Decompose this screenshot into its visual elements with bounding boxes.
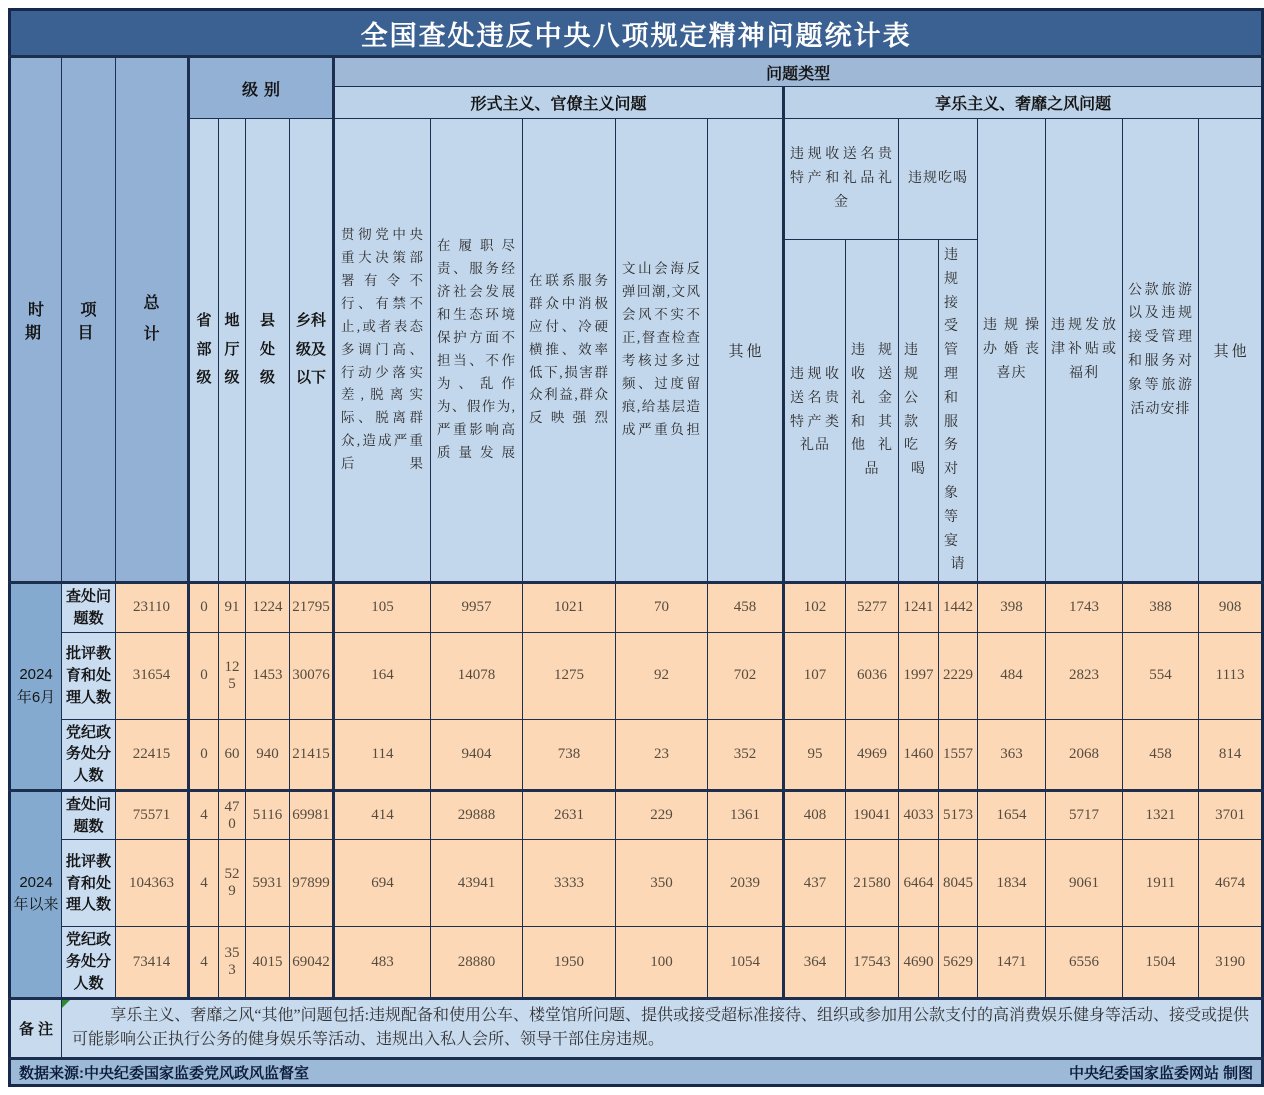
item-label: 查处问题数 — [62, 790, 116, 840]
data-cell: 3701 — [1199, 790, 1263, 840]
data-source: 数据来源:中央纪委国家监委党风政风监督室 — [10, 1059, 431, 1086]
data-cell: 100 — [616, 927, 708, 998]
data-cell: 694 — [334, 840, 431, 927]
header-problem-type: 问题类型 — [334, 57, 1263, 87]
header-formalism-col-1: 贯彻党中央重大决策部署有令不行、有禁不止,或者表态多调门高、行动少落实差,脱离实际、脱离群众,造成严重后果 — [334, 119, 431, 583]
data-cell: 69981 — [290, 790, 334, 840]
data-cell: 364 — [784, 927, 846, 998]
data-cell: 2039 — [708, 840, 784, 927]
data-cell: 0 — [189, 719, 219, 790]
table-row — [10, 719, 1263, 790]
chart-credit: 中央纪委国家监委网站 制图 — [431, 1059, 1263, 1086]
item-label: 批评教育和处理人数 — [62, 632, 116, 719]
data-cell: 353 — [219, 927, 246, 998]
data-cell: 4033 — [899, 790, 939, 840]
data-cell: 4015 — [246, 927, 290, 998]
header-level-province: 省部级 — [189, 119, 219, 583]
item-label: 党纪政务处分人数 — [62, 719, 116, 790]
data-cell: 458 — [1123, 719, 1199, 790]
data-cell: 97899 — [290, 840, 334, 927]
header-gifts-group: 违规收送名贵特产和礼品礼金 — [784, 119, 899, 240]
data-cell: 6464 — [899, 840, 939, 927]
data-cell: 1442 — [939, 583, 978, 633]
header-gifts-cash: 违规收送礼金和其他礼品 — [846, 240, 899, 583]
data-cell: 3333 — [523, 840, 616, 927]
data-cell: 3190 — [1199, 927, 1263, 998]
header-total: 总计 — [116, 57, 189, 583]
data-cell: 75571 — [116, 790, 189, 840]
data-cell: 5277 — [846, 583, 899, 633]
data-cell: 2229 — [939, 632, 978, 719]
data-cell: 21415 — [290, 719, 334, 790]
data-cell: 398 — [978, 583, 1046, 633]
data-cell: 5173 — [939, 790, 978, 840]
note-text: 享乐主义、奢靡之风“其他”问题包括:违规配备和使用公车、楼堂馆所问题、提供或接受超标准接待、组织或参加用公款支付的高消费娱乐健身等活动、接受或提供可能影响公正执行公务的健身娱乐等活动、违规出入私人会所、领导干部住房违规。 — [62, 998, 1263, 1059]
data-cell: 114 — [334, 719, 431, 790]
data-cell: 940 — [246, 719, 290, 790]
data-cell: 91 — [219, 583, 246, 633]
data-cell: 484 — [978, 632, 1046, 719]
data-cell: 9957 — [431, 583, 523, 633]
data-cell: 107 — [784, 632, 846, 719]
data-cell: 1113 — [1199, 632, 1263, 719]
data-cell: 483 — [334, 927, 431, 998]
data-cell: 69042 — [290, 927, 334, 998]
data-cell: 5629 — [939, 927, 978, 998]
header-level-prefecture: 地厅级 — [219, 119, 246, 583]
period-label: 2024年6月 — [10, 583, 62, 791]
data-cell: 352 — [708, 719, 784, 790]
table-row — [10, 583, 1263, 633]
data-cell: 5717 — [1046, 790, 1123, 840]
data-cell: 1654 — [978, 790, 1046, 840]
header-allowances: 违规发放津补贴或福利 — [1046, 119, 1123, 583]
header-level-township: 乡科级及以下 — [290, 119, 334, 583]
data-cell: 363 — [978, 719, 1046, 790]
table-row — [10, 840, 1263, 927]
data-cell: 437 — [784, 840, 846, 927]
header-formalism-other: 其他 — [708, 119, 784, 583]
data-cell: 350 — [616, 840, 708, 927]
data-cell: 1361 — [708, 790, 784, 840]
header-level-group: 级别 — [189, 57, 334, 119]
header-public-funded-travel: 公款旅游以及违规接受管理和服务对象等旅游活动安排 — [1123, 119, 1199, 583]
data-cell: 1241 — [899, 583, 939, 633]
table-row — [10, 632, 1263, 719]
data-cell: 73414 — [116, 927, 189, 998]
data-cell: 529 — [219, 840, 246, 927]
data-cell: 92 — [616, 632, 708, 719]
data-cell: 0 — [189, 583, 219, 633]
data-cell: 814 — [1199, 719, 1263, 790]
item-label: 查处问题数 — [62, 583, 116, 633]
data-cell: 29888 — [431, 790, 523, 840]
header-weddings-funerals: 违规操办婚丧喜庆 — [978, 119, 1046, 583]
data-cell: 1471 — [978, 927, 1046, 998]
data-cell: 4690 — [899, 927, 939, 998]
data-cell: 95 — [784, 719, 846, 790]
header-hedonism-group: 享乐主义、奢靡之风问题 — [784, 87, 1263, 119]
period-label: 2024年以来 — [10, 790, 62, 998]
data-cell: 1275 — [523, 632, 616, 719]
item-label: 党纪政务处分人数 — [62, 927, 116, 998]
data-cell: 60 — [219, 719, 246, 790]
data-cell: 6036 — [846, 632, 899, 719]
data-cell: 1321 — [1123, 790, 1199, 840]
data-cell: 0 — [189, 632, 219, 719]
data-cell: 4674 — [1199, 840, 1263, 927]
data-cell: 5931 — [246, 840, 290, 927]
data-cell: 388 — [1123, 583, 1199, 633]
header-period: 时期 — [10, 57, 62, 583]
data-cell: 23110 — [116, 583, 189, 633]
header-level-county: 县处级 — [246, 119, 290, 583]
note-label: 备注 — [10, 998, 62, 1059]
data-cell: 4969 — [846, 719, 899, 790]
data-cell: 19041 — [846, 790, 899, 840]
header-dining-group: 违规吃喝 — [899, 119, 978, 240]
data-cell: 1743 — [1046, 583, 1123, 633]
data-cell: 14078 — [431, 632, 523, 719]
header-formalism-col-2: 在履职尽责、服务经济社会发展和生态环境保护方面不担当、不作为、乱作为、假作为,严重影响高质量发展 — [431, 119, 523, 583]
data-cell: 9404 — [431, 719, 523, 790]
data-cell: 70 — [616, 583, 708, 633]
data-cell: 1834 — [978, 840, 1046, 927]
data-cell: 1054 — [708, 927, 784, 998]
data-cell: 4 — [189, 790, 219, 840]
table-title: 全国查处违反中央八项规定精神问题统计表 — [10, 10, 1263, 57]
item-label: 批评教育和处理人数 — [62, 840, 116, 927]
data-cell: 1453 — [246, 632, 290, 719]
data-cell: 6556 — [1046, 927, 1123, 998]
header-formalism-col-4: 文山会海反弹回潮,文风会风不实不正,督查检查考核过多过频、过度留痕,给基层造成严重负担 — [616, 119, 708, 583]
data-cell: 414 — [334, 790, 431, 840]
data-cell: 9061 — [1046, 840, 1123, 927]
table-row — [10, 927, 1263, 998]
data-cell: 1557 — [939, 719, 978, 790]
data-cell: 554 — [1123, 632, 1199, 719]
data-cell: 1021 — [523, 583, 616, 633]
data-cell: 1911 — [1123, 840, 1199, 927]
data-cell: 229 — [616, 790, 708, 840]
data-cell: 5116 — [246, 790, 290, 840]
header-gifts-specialty: 违规收送名贵特产类礼品 — [784, 240, 846, 583]
data-cell: 30076 — [290, 632, 334, 719]
data-cell: 908 — [1199, 583, 1263, 633]
data-cell: 31654 — [116, 632, 189, 719]
header-formalism-col-3: 在联系服务群众中消极应付、冷硬横推、效率低下,损害群众利益,群众反映强烈 — [523, 119, 616, 583]
data-cell: 102 — [784, 583, 846, 633]
data-cell: 125 — [219, 632, 246, 719]
table-row — [10, 790, 1263, 840]
data-cell: 28880 — [431, 927, 523, 998]
header-dining-public-funds: 违规公款吃喝 — [899, 240, 939, 583]
data-cell: 738 — [523, 719, 616, 790]
data-cell: 8045 — [939, 840, 978, 927]
data-cell: 458 — [708, 583, 784, 633]
header-hedonism-other: 其他 — [1199, 119, 1263, 583]
data-cell: 1997 — [899, 632, 939, 719]
data-cell: 43941 — [431, 840, 523, 927]
data-cell: 4 — [189, 927, 219, 998]
header-dining-banquets: 违规接受管理和服务对象等宴请 — [939, 240, 978, 583]
data-cell: 2068 — [1046, 719, 1123, 790]
data-cell: 21580 — [846, 840, 899, 927]
data-cell: 104363 — [116, 840, 189, 927]
header-item: 项目 — [62, 57, 116, 583]
data-cell: 702 — [708, 632, 784, 719]
header-formalism-group: 形式主义、官僚主义问题 — [334, 87, 784, 119]
statistics-table — [8, 8, 1264, 1087]
data-cell: 1460 — [899, 719, 939, 790]
data-cell: 23 — [616, 719, 708, 790]
data-cell: 2631 — [523, 790, 616, 840]
data-cell: 1504 — [1123, 927, 1199, 998]
data-cell: 408 — [784, 790, 846, 840]
data-cell: 105 — [334, 583, 431, 633]
data-cell: 1224 — [246, 583, 290, 633]
data-cell: 2823 — [1046, 632, 1123, 719]
data-cell: 4 — [189, 840, 219, 927]
data-cell: 1950 — [523, 927, 616, 998]
data-cell: 17543 — [846, 927, 899, 998]
data-cell: 164 — [334, 632, 431, 719]
data-cell: 21795 — [290, 583, 334, 633]
data-cell: 470 — [219, 790, 246, 840]
data-cell: 22415 — [116, 719, 189, 790]
